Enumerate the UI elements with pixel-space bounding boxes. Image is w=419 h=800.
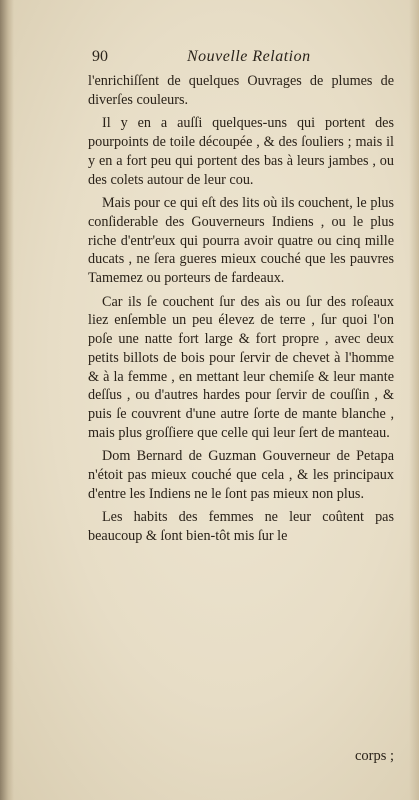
body-text [88,72,394,551]
page-edge [409,0,419,800]
paragraph-1: l'enrichiſſent de quelques Ouvrages de plumes de diverſes couleurs. [88,73,394,108]
paragraph-2: Il y en a auſſi quelques-uns qui portent des pourpoints de toile découpée , & des ſouliers ; mais il y en a fort peu qui portent des bas à leurs jambes , ou des colets autour de leur cou. [88,115,394,188]
page-number: 90 [92,48,108,65]
paragraph-3: Mais pour ce qui eſt des lits où ils couchent, le plus conſiderable des Gouverneurs Indiens , ou le plus riche d'entr'eux qui pourra avoir quatre ou cinq mille ducats , ne ſera gueres mieux couché que les pauvres Tamemez ou porteurs de fardeaux. [88,195,394,287]
paragraph-6: Les habits des femmes ne leur coûtent pas beaucoup & ſont bien-tôt mis ſur le [88,509,394,545]
page-header [92,48,392,70]
running-head: Nouvelle Relation [187,48,311,65]
paragraph-4: Car ils ſe couchent ſur des aìs ou ſur des roſeaux liez enſemble un peu élevez de terre , ſur quoi l'on poſe une natte fort large & fort propre , avec deux petits billots de bois pour ſervir de chevet à l'homme & à la femme , en mettant leur chemiſe & leur mante deſſus , ou d'autres hardes pour ſervir de couſſin , & puis ſe couvrent d'une autre ſorte de mante blanche , mais plus groſſiere que celle qui leur ſert de manteau. [88,293,394,441]
catchword: corps ; [354,748,394,764]
paragraph-5: Dom Bernard de Guzman Gouverneur de Petapa n'étoit pas mieux couché que cela , & les principaux d'entre les Indiens ne le ſont pas mieux non plus. [88,448,394,502]
book-gutter-shadow [0,0,14,800]
